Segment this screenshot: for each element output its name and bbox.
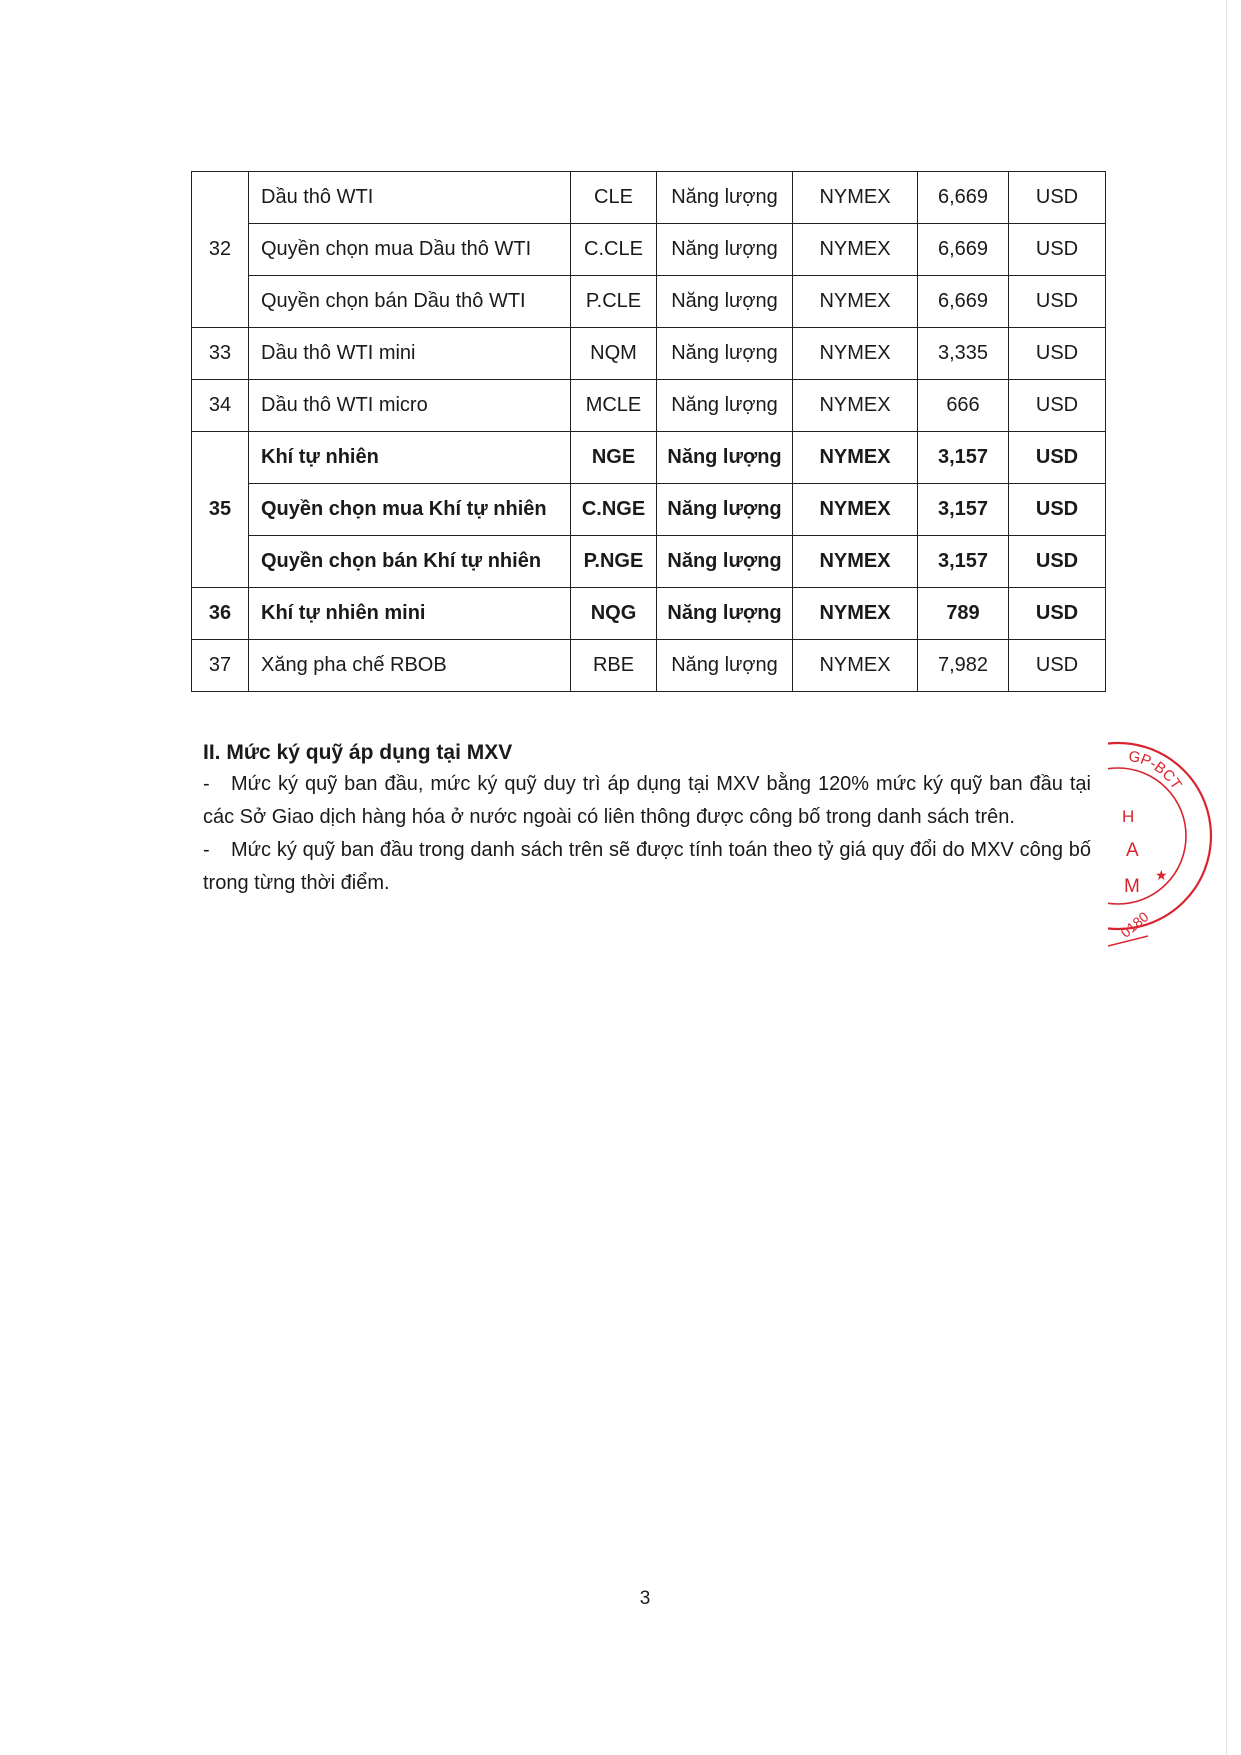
currency-cell: USD (1009, 276, 1106, 328)
margin-policy-section (203, 738, 1091, 900)
page-number: 3 (639, 1588, 651, 1609)
paragraph-text: Mức ký quỹ ban đầu, mức ký quỹ duy trì áp dụng tại MXV bằng 120% mức ký quỹ ban đầu tại các Sở Giao dịch hàng hóa ở nước ngoài có liên thông được công bố trong danh sách trên. (203, 773, 1091, 828)
product-code-cell: NGE (571, 432, 657, 484)
exchange-cell: NYMEX (793, 536, 918, 588)
product-code-cell: P.CLE (571, 276, 657, 328)
currency-cell: USD (1009, 536, 1106, 588)
seal-number: 0180 (1117, 908, 1152, 941)
product-group-cell: Năng lượng (657, 276, 793, 328)
seal-letter: A (1126, 840, 1139, 861)
row-number-cell: 37 (192, 640, 249, 692)
row-number-cell: 36 (192, 588, 249, 640)
table-row (192, 380, 1106, 432)
table-row (192, 224, 1106, 276)
table-row (192, 328, 1106, 380)
product-group-cell: Năng lượng (657, 172, 793, 224)
exchange-cell: NYMEX (793, 588, 918, 640)
product-name-cell: Quyền chọn mua Khí tự nhiên (249, 484, 571, 536)
product-group-cell: Năng lượng (657, 224, 793, 276)
exchange-cell: NYMEX (793, 172, 918, 224)
bullet-dash: - (203, 773, 210, 795)
product-name-cell: Dầu thô WTI mini (249, 328, 571, 380)
product-name-cell: Dầu thô WTI (249, 172, 571, 224)
currency-cell: USD (1009, 328, 1106, 380)
margin-cell: 7,982 (918, 640, 1009, 692)
product-name-cell: Khí tự nhiên mini (249, 588, 571, 640)
row-number-cell: 35 (192, 432, 249, 588)
product-name-cell: Xăng pha chế RBOB (249, 640, 571, 692)
margin-cell: 666 (918, 380, 1009, 432)
product-code-cell: C.CLE (571, 224, 657, 276)
margin-cell: 6,669 (918, 276, 1009, 328)
margin-cell: 3,335 (918, 328, 1009, 380)
seal-icon (1108, 736, 1228, 966)
exchange-cell: NYMEX (793, 224, 918, 276)
product-group-cell: Năng lượng (657, 432, 793, 484)
seal-letter: H (1122, 807, 1135, 826)
row-number-cell: 34 (192, 380, 249, 432)
margin-cell: 6,669 (918, 172, 1009, 224)
product-code-cell: P.NGE (571, 536, 657, 588)
exchange-cell: NYMEX (793, 640, 918, 692)
product-group-cell: Năng lượng (657, 536, 793, 588)
table-row (192, 172, 1106, 224)
product-name-cell: Khí tự nhiên (249, 432, 571, 484)
section-heading: II. Mức ký quỹ áp dụng tại MXV (203, 741, 513, 764)
margin-cell: 3,157 (918, 536, 1009, 588)
margin-table (191, 171, 1106, 692)
currency-cell: USD (1009, 588, 1106, 640)
currency-cell: USD (1009, 224, 1106, 276)
currency-cell: USD (1009, 640, 1106, 692)
currency-cell: USD (1009, 172, 1106, 224)
policy-paragraph (203, 834, 1091, 900)
company-seal-stamp (1108, 736, 1228, 966)
margin-cell: 3,157 (918, 432, 1009, 484)
exchange-cell: NYMEX (793, 276, 918, 328)
product-code-cell: RBE (571, 640, 657, 692)
table-row (192, 536, 1106, 588)
star-icon: ★ (1155, 868, 1168, 884)
seal-ring-text: GP-BCT (1127, 747, 1185, 793)
exchange-cell: NYMEX (793, 432, 918, 484)
product-code-cell: MCLE (571, 380, 657, 432)
product-code-cell: C.NGE (571, 484, 657, 536)
policy-paragraph (203, 768, 1091, 834)
currency-cell: USD (1009, 432, 1106, 484)
product-group-cell: Năng lượng (657, 328, 793, 380)
currency-cell: USD (1009, 380, 1106, 432)
table-row (192, 640, 1106, 692)
exchange-cell: NYMEX (793, 380, 918, 432)
product-name-cell: Quyền chọn bán Khí tự nhiên (249, 536, 571, 588)
table-row (192, 588, 1106, 640)
product-group-cell: Năng lượng (657, 380, 793, 432)
product-group-cell: Năng lượng (657, 588, 793, 640)
exchange-cell: NYMEX (793, 328, 918, 380)
product-code-cell: NQG (571, 588, 657, 640)
product-code-cell: NQM (571, 328, 657, 380)
row-number-cell: 32 (192, 172, 249, 328)
exchange-cell: NYMEX (793, 484, 918, 536)
table-row (192, 484, 1106, 536)
seal-letter: M (1124, 876, 1140, 897)
margin-cell: 789 (918, 588, 1009, 640)
product-name-cell: Dầu thô WTI micro (249, 380, 571, 432)
product-name-cell: Quyền chọn mua Dầu thô WTI (249, 224, 571, 276)
bullet-dash: - (203, 839, 210, 861)
product-group-cell: Năng lượng (657, 640, 793, 692)
row-number-cell: 33 (192, 328, 249, 380)
margin-cell: 6,669 (918, 224, 1009, 276)
table-row (192, 276, 1106, 328)
product-group-cell: Năng lượng (657, 484, 793, 536)
table-row (192, 432, 1106, 484)
paragraph-text: Mức ký quỹ ban đầu trong danh sách trên sẽ được tính toán theo tỷ giá quy đổi do MXV công bố trong từng thời điểm. (203, 839, 1091, 894)
product-code-cell: CLE (571, 172, 657, 224)
product-name-cell: Quyền chọn bán Dầu thô WTI (249, 276, 571, 328)
margin-cell: 3,157 (918, 484, 1009, 536)
currency-cell: USD (1009, 484, 1106, 536)
